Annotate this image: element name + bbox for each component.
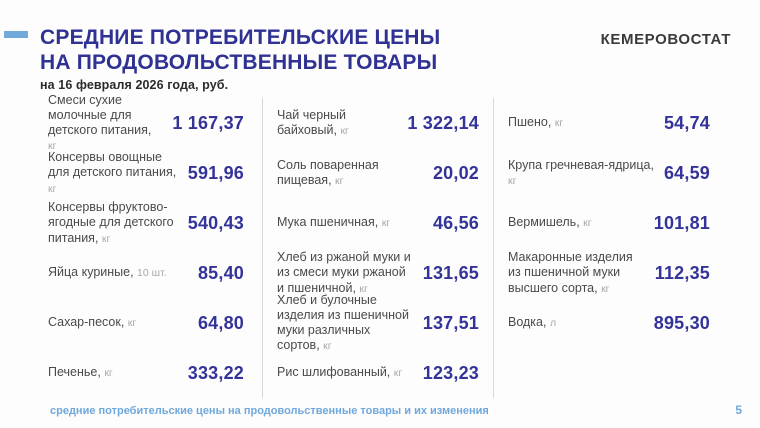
product-unit: кг [340, 125, 349, 137]
product-price: 131,65 [422, 262, 479, 283]
product-unit: кг [48, 182, 57, 195]
price-item [494, 298, 722, 348]
product-price: 1 167,37 [172, 112, 244, 133]
product-price: 137,51 [422, 312, 479, 333]
product-unit: кг [381, 217, 391, 230]
price-item [494, 98, 722, 148]
product-price: 64,80 [197, 312, 244, 333]
product-unit: кг [601, 282, 610, 295]
price-item [40, 298, 262, 348]
price-item [263, 292, 493, 353]
product-name: Смеси сухие молочные для детского питания, [48, 92, 152, 137]
price-column-3 [494, 98, 722, 398]
product-unit: кг [508, 175, 517, 187]
price-item [263, 348, 493, 398]
product-name: Мука пшеничная, [277, 215, 379, 230]
product-price: 85,40 [197, 262, 244, 283]
product-name: Макаронные изделия из пшеничной муки высшего сорта, [508, 250, 633, 295]
product-unit: кг [127, 317, 137, 330]
product-unit: 10 шт. [137, 267, 167, 280]
price-column-2 [263, 98, 494, 398]
product-price: 101,81 [653, 212, 710, 233]
price-item [40, 92, 262, 153]
page-title [40, 26, 440, 93]
product-name: Яйца куриные, [48, 265, 134, 280]
page-subtitle: на 16 февраля 2026 года, руб. [40, 78, 229, 93]
product-name: Крупа гречневая-ядрица, [508, 157, 654, 172]
price-item [40, 148, 262, 198]
product-name: Сахар-песок, [48, 315, 125, 330]
page-title-line1: СРЕДНИЕ ПОТРЕБИТЕЛЬСКИЕ ЦЕНЫ [40, 26, 441, 49]
product-name: Консервы овощные для детского питания, [48, 150, 177, 180]
product-price: 123,23 [422, 362, 479, 383]
product-name: Консервы фруктово-ягодные для детского питания, [48, 200, 174, 245]
price-table [40, 92, 722, 398]
product-unit: кг [335, 175, 344, 187]
price-item [494, 198, 722, 248]
product-price: 64,59 [663, 162, 710, 183]
product-unit: кг [393, 367, 403, 380]
product-name: Хлеб из ржаной муки и из смеси муки ржаной и пшеничной, [277, 250, 411, 295]
footer-caption: средние потребительские цены на продовольственные товары и их изменения [50, 405, 489, 417]
price-item [494, 148, 722, 198]
product-price: 540,43 [187, 212, 244, 233]
product-name: Вермишель, [508, 215, 580, 230]
price-column-1 [40, 92, 263, 398]
product-unit: кг [583, 217, 592, 230]
product-name: Хлеб и булочные изделия из пшеничной муки различных сортов, [277, 292, 409, 353]
product-unit: кг [101, 232, 111, 245]
product-name: Водка, [508, 315, 547, 330]
product-name: Соль поваренная пищевая, [277, 157, 379, 187]
page-number: 5 [735, 403, 742, 417]
price-item [40, 198, 262, 248]
price-item [263, 148, 493, 198]
product-price: 333,22 [187, 362, 244, 383]
product-unit: кг [48, 140, 57, 153]
product-price: 112,35 [654, 262, 710, 283]
price-item [263, 248, 493, 298]
price-item [263, 98, 493, 148]
product-name: Чай черный байховый, [277, 107, 347, 137]
product-price: 1 322,14 [407, 112, 479, 133]
accent-dash [4, 31, 28, 38]
product-price: 895,30 [653, 312, 710, 333]
price-item [40, 248, 262, 298]
price-item [263, 198, 493, 248]
product-price: 46,56 [432, 212, 479, 233]
product-price: 20,02 [432, 162, 479, 183]
product-unit: кг [554, 117, 564, 130]
product-price: 54,74 [663, 112, 710, 133]
product-name: Пшено, [508, 115, 552, 130]
product-unit: кг [359, 282, 368, 295]
logo-kemerovostat: КЕМЕРОВОСТАТ [600, 31, 731, 48]
product-name: Печенье, [48, 365, 101, 380]
product-name: Рис шлифованный, [277, 365, 391, 380]
page-title-line2: НА ПРОДОВОЛЬСТВЕННЫЕ ТОВАРЫ [40, 50, 438, 74]
price-item [40, 348, 262, 398]
product-unit: л [549, 317, 557, 330]
product-price: 591,96 [187, 162, 244, 183]
product-unit: кг [104, 367, 113, 380]
price-item [494, 248, 722, 298]
product-unit: кг [323, 340, 332, 353]
